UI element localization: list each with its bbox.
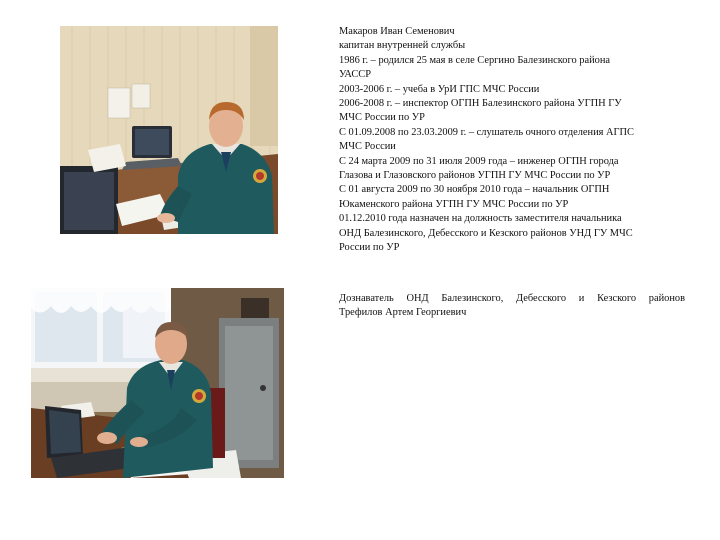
officer-photo-1 xyxy=(60,26,278,234)
bio-line: 2006-2008 г. – инспектор ОГПН Балезинского района УГПН ГУ xyxy=(339,98,622,110)
bio-line: 01.12.2010 года назначен на должность заместителя начальника xyxy=(339,213,622,225)
name-line: Трефилов Артем Георгиевич xyxy=(339,307,467,319)
bio-line: МЧС России по УР xyxy=(339,112,425,124)
bio-line: Макаров Иван Семенович xyxy=(339,26,455,37)
bio-line: МЧС России xyxy=(339,141,396,153)
biography-trefilov xyxy=(339,292,685,321)
officer-photo-2-image xyxy=(31,288,284,478)
position-line: Дознаватель ОНД Балезинского, Дебесского и Кезского районов xyxy=(339,293,685,304)
bio-line: Глазова и Глазовского районов УГПН ГУ МЧС России по УР xyxy=(339,170,611,182)
bio-line: России по УР xyxy=(339,242,400,254)
officer-photo-1-image xyxy=(60,26,278,234)
biography-makarov xyxy=(339,25,689,256)
bio-line: УАССР xyxy=(339,69,371,81)
officer-photo-2 xyxy=(31,288,284,478)
bio-line: 2003-2006 г. – учеба в УрИ ГПС МЧС России xyxy=(339,83,540,95)
bio-line: С 01 августа 2009 по 30 ноября 2010 года – начальник ОГПН xyxy=(339,184,610,196)
bio-line: С 24 марта 2009 по 31 июля 2009 года – инженер ОГПН города xyxy=(339,155,619,167)
bio-line: С 01.09.2008 по 23.03.2009 г. – слушатель очного отделения АГПС xyxy=(339,126,634,138)
bio-line: 1986 г. – родился 25 мая в селе Сергино Балезинского района xyxy=(339,54,611,66)
bio-line: капитан внутренней службы xyxy=(339,40,466,52)
bio-line: ОНД Балезинского, Дебесского и Кезского районов УНД ГУ МЧС xyxy=(339,227,633,239)
bio-line: Юкаменского района УГПН ГУ МЧС России по УР xyxy=(339,198,569,210)
